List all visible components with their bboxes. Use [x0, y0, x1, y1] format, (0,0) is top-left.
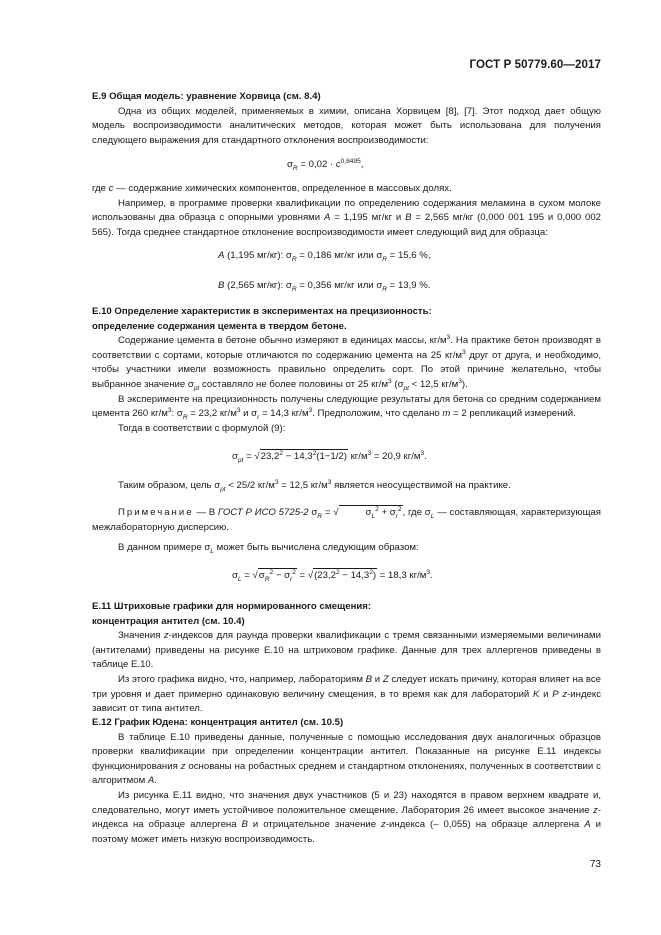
section-e10-para-1: Содержание цемента в бетоне обычно измеряют в единицах массы, $кг/м^3$. На практике бетон производят в соответствии с сортами, которые отличаются по содержанию цемента на 25 $кг/м^3$ друг от друга, и необходимо, чтобы участники имели возможность правильно определить сорт. По этой причине желательно, чтобы выбранное значение $\sigma_{pt}$ составляло не более половины от 25 $кг/м^3$ ($\sigma_{pt} < 12,5$ $кг/м^3$).	[92, 334, 601, 392]
section-e11	[92, 600, 601, 717]
section-e10-para-4: Таким образом, цель $\sigma_{pt} < 25/2$ $кг/м^3 = 12,5$ $кг/м^3$ является неосуществимой на практике.	[118, 478, 511, 493]
section-e11-para-1: Значения z-индексов для раунда проверки квалификации с тремя связанными измеряемыми величинами (антителами) приведены на рисунке Е.10 на штриховом графике. Данные для трех аллергенов приведены в таблице Е.10.	[92, 630, 601, 671]
section-e10-note	[92, 505, 601, 535]
formula-sample-a: A (1,195 мг/кг): $\sigma_R = 0,186$ мг/кг или $\sigma_R = 15,6$ %,	[218, 250, 431, 263]
section-e9-title: Е.9 Общая модель: уравнение Хорвица (см. 8.4)	[92, 91, 321, 102]
section-e10-para-3: Тогда в соответствии с формулой (9):	[118, 422, 286, 434]
note-paragraph: Примечание — В ГОСТ Р ИСО 5725-2 $\sigma_R$ = √ $\sigma_L^2 + \sigma_r^2$, где $\sigma_L$ — составляющая, характеризующая межлабораторную дисперсию.	[92, 505, 601, 533]
section-e9-para-2: где c — содержание химических компонентов, определенное в массовых долях.	[92, 183, 452, 194]
section-e10-example	[92, 541, 601, 556]
section-e10-para-2: В эксперименте на прецизионность получены следующие результаты для бетона со средним содержанием цемента 260 $кг/м^3$: $\sigma_R = 23,2$ $кг/м^3$ и $\sigma_r = 14,3$ $кг/м^3$. Предположим, что сделано m = 2 репликаций измерений.	[92, 393, 601, 422]
section-e12-title: Е.12 График Юдена: концентрация антител (см. 10.5)	[92, 717, 344, 728]
section-e10-para-5: В данном примере $\sigma_L$ может быть вычислена следующим образом:	[118, 542, 419, 555]
section-e9-para-3: Например, в программе проверки квалификации по определению содержания меламина в сухом молоке использованы два образца с опорными уровнями A = 1,195 мг/кг и B = 2,565 мг/кг (0,000 001 195 и 0,000 002 565). Тогда среднее стандартное отклонение воспроизводимости имеет следующий вид для образца:	[92, 197, 601, 238]
formula-sigma-l: $\sigma_L = √\sigma_R^2 - \sigma_r^2 = √(23,2^2 - 14,3^2) = 18,3$ $кг/м^3$.	[232, 568, 433, 583]
formula-sample-b: B (2,565 мг/кг): $\sigma_R = 0,356$ мг/кг или $\sigma_R = 13,9$ %.	[218, 280, 431, 293]
section-e12-para-1: В таблице Е.10 приведены данные, полученные с помощью исследования двух аналогичных образцов проверки квалификации при определении концентрации антител. Показанные на рисунке Е.11 индексы функционирования z основаны на робастных среднем и стандартном отклонениях, полученных в соответствии с алгоритмом A.	[92, 731, 601, 787]
section-e10-title-1: Е.10 Определение характеристик в экспериментах на прецизионность:	[92, 306, 432, 317]
section-e9	[92, 90, 601, 148]
note-label: Примечание	[118, 507, 194, 518]
section-e9-body	[92, 182, 601, 240]
formula-sigma-pt: $\sigma_{pt} = √23,2^2 - 14,3^2(1-1/2) кг/м^3 = 20,9$ $кг/м^3$.	[232, 449, 427, 464]
section-e11-title-2: концентрация антител (см. 10.4)	[92, 615, 245, 627]
document-id: ГОСТ Р 50779.60—2017	[469, 59, 601, 71]
section-e12	[92, 716, 601, 847]
section-e11-title-1: Е.11 Штриховые графики для нормированного смещения:	[92, 601, 372, 612]
section-e12-para-2: Из рисунка Е.11 видно, что значения двух участников (5 и 23) находятся в правом верхнем квадрате и, следовательно, могут иметь устойчивое положительное смещение. Лаборатория 26 имеет высокое значение z-индекса на образце аллергена B и отрицательное значение z-индекса (– 0,055) на образце аллергена A и поэтому может иметь низкую воспроизводимость.	[92, 789, 601, 845]
section-e10-conclusion	[92, 479, 601, 494]
horwitz-formula: $\sigma_R = 0,02 \cdot c^{0,8495}$,	[287, 157, 364, 172]
section-e9-para-1: Одна из общих моделей, применяемых в химии, описана Хорвицем [8], [7]. Этот подход дает общую модель воспроизводимости аналитических методов, которая может быть использована для получения следующего выражения для стандартного отклонения воспроизводимости:	[92, 105, 601, 146]
section-e11-para-2: Из этого графика видно, что, например, лабораториям B и Z следует искать причину, которая влияет на все три уровня и дает примерно одинаковую величину смещения, в то время как для лабораторий K и P z-индекс зависит от типа антител.	[92, 673, 601, 715]
page-number: 73	[589, 859, 601, 870]
section-e10-title-2: определение содержания цемента в твердом бетоне.	[92, 320, 347, 332]
section-e10	[92, 305, 601, 436]
